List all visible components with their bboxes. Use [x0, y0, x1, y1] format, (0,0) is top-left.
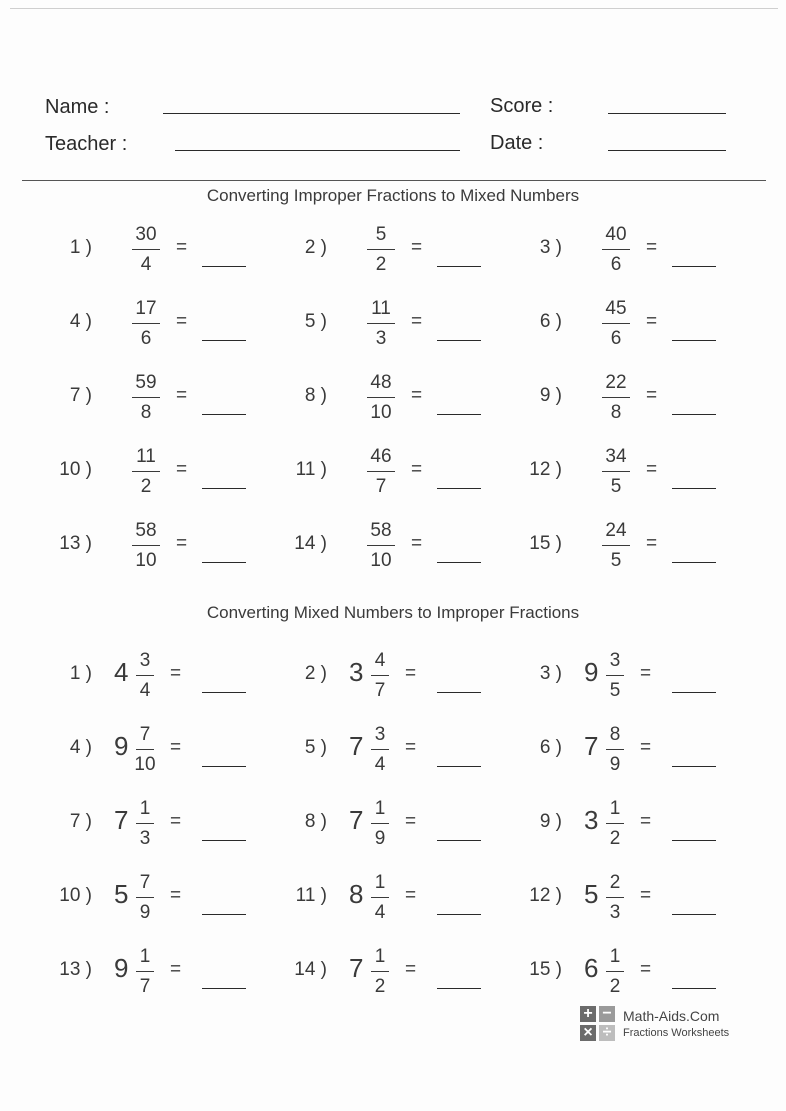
equals-sign: =: [411, 459, 423, 480]
fraction-bar: [136, 823, 154, 824]
mixed-problem: [520, 944, 740, 1004]
problem-number: 4 ): [69, 737, 92, 758]
equals-sign: =: [176, 385, 188, 406]
denominator: 2: [374, 976, 386, 997]
fraction: [361, 518, 401, 573]
fraction: [365, 648, 395, 703]
numerator: 1: [374, 872, 386, 893]
fraction: [596, 518, 636, 573]
denominator: 3: [139, 828, 151, 849]
problem-number: 2 ): [304, 663, 327, 684]
problem-number: 8 ): [304, 385, 327, 406]
problem-number: 7 ): [69, 811, 92, 832]
section2-title: Converting Mixed Numbers to Improper Fractions: [206, 603, 580, 622]
denominator: 10: [135, 550, 157, 571]
mixed-problem: [285, 722, 505, 782]
score-label: Score :: [490, 95, 554, 117]
problem-number: 13 ): [59, 533, 92, 554]
answer-blank[interactable]: [672, 266, 716, 267]
fraction-bar: [371, 971, 389, 972]
answer-blank[interactable]: [437, 988, 481, 989]
fraction-bar: [367, 545, 395, 546]
numerator: 5: [375, 224, 387, 245]
fraction-bar: [367, 249, 395, 250]
fraction-bar: [367, 323, 395, 324]
answer-blank[interactable]: [437, 340, 481, 341]
whole-number: 5: [114, 879, 129, 909]
numerator: 46: [370, 446, 392, 467]
name-label: Name :: [45, 96, 110, 118]
answer-blank[interactable]: [437, 692, 481, 693]
denominator: 4: [374, 754, 386, 775]
problem-number: 5 ): [304, 311, 327, 332]
numerator: 59: [135, 372, 157, 393]
improper-problem: [285, 518, 505, 578]
denominator: 10: [370, 402, 392, 423]
fraction-bar: [602, 323, 630, 324]
numerator: 8: [609, 724, 621, 745]
whole-number: 6: [584, 953, 599, 983]
fraction-bar: [606, 749, 624, 750]
improper-problem: [285, 296, 505, 356]
header-divider: [22, 180, 766, 181]
equals-sign: =: [405, 737, 417, 758]
fraction-bar: [602, 545, 630, 546]
equals-sign: =: [405, 663, 417, 684]
fraction-bar: [602, 471, 630, 472]
denominator: 8: [140, 402, 152, 423]
whole-number: 3: [584, 805, 599, 835]
mixed-problem: [520, 796, 740, 856]
fraction-bar: [606, 897, 624, 898]
equals-sign: =: [640, 885, 652, 906]
teacher-field[interactable]: [175, 150, 460, 151]
equals-sign: =: [405, 959, 417, 980]
mixed-problem: [50, 944, 270, 1004]
whole-number: 8: [349, 879, 364, 909]
equals-sign: =: [640, 811, 652, 832]
numerator: 3: [609, 650, 621, 671]
improper-problem: [520, 518, 740, 578]
improper-problem: [520, 296, 740, 356]
numerator: 1: [139, 798, 151, 819]
answer-blank[interactable]: [672, 840, 716, 841]
answer-blank[interactable]: [202, 340, 246, 341]
denominator: 7: [139, 976, 151, 997]
numerator: 58: [135, 520, 157, 541]
fraction-bar: [371, 823, 389, 824]
mixed-problem: [50, 648, 270, 708]
equals-sign: =: [640, 663, 652, 684]
problem-number: 13 ): [59, 959, 92, 980]
problem-number: 1 ): [69, 663, 92, 684]
denominator: 8: [610, 402, 622, 423]
fraction-bar: [132, 397, 160, 398]
equals-sign: =: [170, 959, 182, 980]
fraction: [126, 370, 166, 425]
mixed-problem: [50, 722, 270, 782]
fraction: [130, 648, 160, 703]
date-field[interactable]: [608, 150, 726, 151]
denominator: 2: [140, 476, 152, 497]
section1-title: Converting Improper Fractions to Mixed Numbers: [206, 186, 580, 205]
answer-blank[interactable]: [672, 692, 716, 693]
numerator: 22: [605, 372, 627, 393]
plus-icon: +: [580, 1006, 596, 1022]
numerator: 7: [139, 872, 151, 893]
answer-blank[interactable]: [437, 840, 481, 841]
denominator: 3: [609, 902, 621, 923]
mixed-problem: [520, 648, 740, 708]
whole-number: 7: [349, 731, 364, 761]
fraction: [600, 722, 630, 777]
improper-problem: [50, 444, 270, 504]
problem-number: 15 ): [529, 533, 562, 554]
denominator: 5: [609, 680, 621, 701]
fraction-bar: [371, 897, 389, 898]
date-label: Date :: [490, 132, 544, 154]
fraction-bar: [136, 675, 154, 676]
fraction-bar: [602, 249, 630, 250]
numerator: 40: [605, 224, 627, 245]
problem-number: 12 ): [529, 459, 562, 480]
problem-number: 9 ): [539, 385, 562, 406]
answer-blank[interactable]: [202, 840, 246, 841]
equals-sign: =: [411, 237, 423, 258]
equals-sign: =: [646, 237, 658, 258]
problem-number: 15 ): [529, 959, 562, 980]
fraction-bar: [606, 823, 624, 824]
problem-number: 9 ): [539, 811, 562, 832]
mixed-problem: [285, 870, 505, 930]
minus-icon: −: [599, 1006, 615, 1022]
whole-number: 4: [114, 657, 129, 687]
whole-number: 9: [114, 953, 129, 983]
problem-number: 5 ): [304, 737, 327, 758]
problem-number: 3 ): [539, 237, 562, 258]
numerator: 34: [605, 446, 627, 467]
problem-number: 14 ): [294, 959, 327, 980]
denominator: 5: [610, 476, 622, 497]
denominator: 7: [375, 476, 387, 497]
problem-number: 10 ): [59, 885, 92, 906]
answer-blank[interactable]: [672, 414, 716, 415]
answer-blank[interactable]: [437, 266, 481, 267]
answer-blank[interactable]: [437, 488, 481, 489]
fraction: [596, 222, 636, 277]
fraction-bar: [132, 471, 160, 472]
whole-number: 5: [584, 879, 599, 909]
problem-number: 3 ): [539, 663, 562, 684]
numerator: 24: [605, 520, 627, 541]
problem-number: 7 ): [69, 385, 92, 406]
fraction: [600, 944, 630, 999]
answer-blank[interactable]: [672, 562, 716, 563]
answer-blank[interactable]: [437, 562, 481, 563]
whole-number: 7: [584, 731, 599, 761]
equals-sign: =: [405, 885, 417, 906]
divide-icon: ÷: [599, 1025, 615, 1041]
fraction: [365, 944, 395, 999]
denominator: 4: [139, 680, 151, 701]
fraction-bar: [371, 675, 389, 676]
mixed-problem: [520, 722, 740, 782]
problem-number: 6 ): [539, 311, 562, 332]
numerator: 58: [370, 520, 392, 541]
whole-number: 7: [349, 953, 364, 983]
equals-sign: =: [170, 885, 182, 906]
fraction-bar: [132, 323, 160, 324]
numerator: 3: [139, 650, 151, 671]
fraction: [126, 518, 166, 573]
denominator: 10: [370, 550, 392, 571]
numerator: 11: [136, 446, 156, 467]
denominator: 2: [609, 828, 621, 849]
fraction: [130, 944, 160, 999]
fraction: [365, 796, 395, 851]
fraction: [130, 796, 160, 851]
fraction-bar: [371, 749, 389, 750]
equals-sign: =: [170, 811, 182, 832]
numerator: 48: [370, 372, 392, 393]
denominator: 6: [610, 328, 622, 349]
numerator: 7: [139, 724, 151, 745]
problem-number: 12 ): [529, 885, 562, 906]
fraction-bar: [136, 897, 154, 898]
denominator: 2: [375, 254, 387, 275]
fraction: [600, 870, 630, 925]
answer-blank[interactable]: [202, 488, 246, 489]
answer-blank[interactable]: [202, 562, 246, 563]
problem-number: 6 ): [539, 737, 562, 758]
numerator: 1: [609, 946, 621, 967]
answer-blank[interactable]: [672, 766, 716, 767]
whole-number: 7: [114, 805, 129, 835]
whole-number: 7: [349, 805, 364, 835]
fraction-bar: [136, 749, 154, 750]
improper-problem: [50, 222, 270, 282]
equals-sign: =: [646, 459, 658, 480]
numerator: 4: [374, 650, 386, 671]
denominator: 4: [374, 902, 386, 923]
numerator: 30: [135, 224, 157, 245]
problem-number: 11 ): [295, 459, 327, 480]
numerator: 1: [609, 798, 621, 819]
equals-sign: =: [176, 237, 188, 258]
problem-number: 11 ): [295, 885, 327, 906]
name-field[interactable]: [163, 113, 460, 114]
problem-number: 1 ): [69, 237, 92, 258]
denominator: 6: [610, 254, 622, 275]
fraction: [596, 296, 636, 351]
denominator: 7: [374, 680, 386, 701]
equals-sign: =: [640, 737, 652, 758]
answer-blank[interactable]: [672, 340, 716, 341]
fraction: [361, 444, 401, 499]
whole-number: 9: [584, 657, 599, 687]
numerator: 1: [139, 946, 151, 967]
answer-blank[interactable]: [672, 488, 716, 489]
denominator: 10: [134, 754, 156, 775]
equals-sign: =: [170, 737, 182, 758]
teacher-label: Teacher :: [45, 133, 128, 155]
fraction: [126, 296, 166, 351]
numerator: 1: [374, 946, 386, 967]
fraction-bar: [136, 971, 154, 972]
answer-blank[interactable]: [202, 988, 246, 989]
fraction-bar: [367, 397, 395, 398]
fraction: [596, 444, 636, 499]
answer-blank[interactable]: [672, 988, 716, 989]
fraction: [365, 870, 395, 925]
times-icon: ×: [580, 1025, 596, 1041]
answer-blank[interactable]: [437, 414, 481, 415]
problem-number: 8 ): [304, 811, 327, 832]
equals-sign: =: [646, 533, 658, 554]
fraction: [596, 370, 636, 425]
problem-number: 14 ): [294, 533, 327, 554]
math-aids-logo: [580, 1006, 616, 1042]
improper-problem: [50, 518, 270, 578]
answer-blank[interactable]: [672, 914, 716, 915]
answer-blank[interactable]: [202, 692, 246, 693]
denominator: 9: [609, 754, 621, 775]
answer-blank[interactable]: [202, 766, 246, 767]
mixed-problem: [50, 870, 270, 930]
problem-number: 4 ): [69, 311, 92, 332]
footer-brand: Math-Aids.Com: [623, 1008, 720, 1024]
equals-sign: =: [646, 311, 658, 332]
improper-problem: [50, 370, 270, 430]
mixed-problem: [285, 944, 505, 1004]
numerator: 17: [135, 298, 157, 319]
improper-problem: [520, 444, 740, 504]
improper-problem: [520, 222, 740, 282]
denominator: 9: [374, 828, 386, 849]
footer-subtitle: Fractions Worksheets: [623, 1027, 730, 1039]
numerator: 45: [605, 298, 627, 319]
denominator: 4: [140, 254, 152, 275]
answer-blank[interactable]: [437, 914, 481, 915]
answer-blank[interactable]: [202, 414, 246, 415]
denominator: 3: [375, 328, 387, 349]
top-rule: [10, 8, 778, 9]
answer-blank[interactable]: [437, 766, 481, 767]
fraction: [361, 296, 401, 351]
fraction-bar: [606, 971, 624, 972]
improper-problem: [285, 222, 505, 282]
problem-number: 2 ): [304, 237, 327, 258]
equals-sign: =: [176, 311, 188, 332]
improper-problem: [50, 296, 270, 356]
numerator: 1: [374, 798, 386, 819]
equals-sign: =: [411, 533, 423, 554]
equals-sign: =: [405, 811, 417, 832]
fraction: [361, 222, 401, 277]
answer-blank[interactable]: [202, 914, 246, 915]
equals-sign: =: [640, 959, 652, 980]
numerator: 2: [609, 872, 621, 893]
equals-sign: =: [411, 311, 423, 332]
equals-sign: =: [176, 533, 188, 554]
fraction-bar: [602, 397, 630, 398]
fraction: [361, 370, 401, 425]
fraction-bar: [132, 545, 160, 546]
denominator: 2: [609, 976, 621, 997]
mixed-problem: [50, 796, 270, 856]
mixed-problem: [285, 796, 505, 856]
fraction: [600, 796, 630, 851]
fraction: [126, 222, 166, 277]
fraction: [600, 648, 630, 703]
denominator: 5: [610, 550, 622, 571]
denominator: 9: [139, 902, 151, 923]
equals-sign: =: [170, 663, 182, 684]
improper-problem: [285, 444, 505, 504]
numerator: 3: [374, 724, 386, 745]
equals-sign: =: [646, 385, 658, 406]
whole-number: 3: [349, 657, 364, 687]
fraction-bar: [367, 471, 395, 472]
fraction-bar: [606, 675, 624, 676]
mixed-problem: [520, 870, 740, 930]
whole-number: 9: [114, 731, 129, 761]
score-field[interactable]: [608, 113, 726, 114]
denominator: 6: [140, 328, 152, 349]
improper-problem: [520, 370, 740, 430]
problem-number: 10 ): [59, 459, 92, 480]
fraction-bar: [132, 249, 160, 250]
fraction: [130, 870, 160, 925]
numerator: 11: [371, 298, 391, 319]
equals-sign: =: [411, 385, 423, 406]
fraction: [126, 444, 166, 499]
mixed-problem: [285, 648, 505, 708]
fraction: [365, 722, 395, 777]
answer-blank[interactable]: [202, 266, 246, 267]
improper-problem: [285, 370, 505, 430]
equals-sign: =: [176, 459, 188, 480]
fraction: [130, 722, 160, 777]
